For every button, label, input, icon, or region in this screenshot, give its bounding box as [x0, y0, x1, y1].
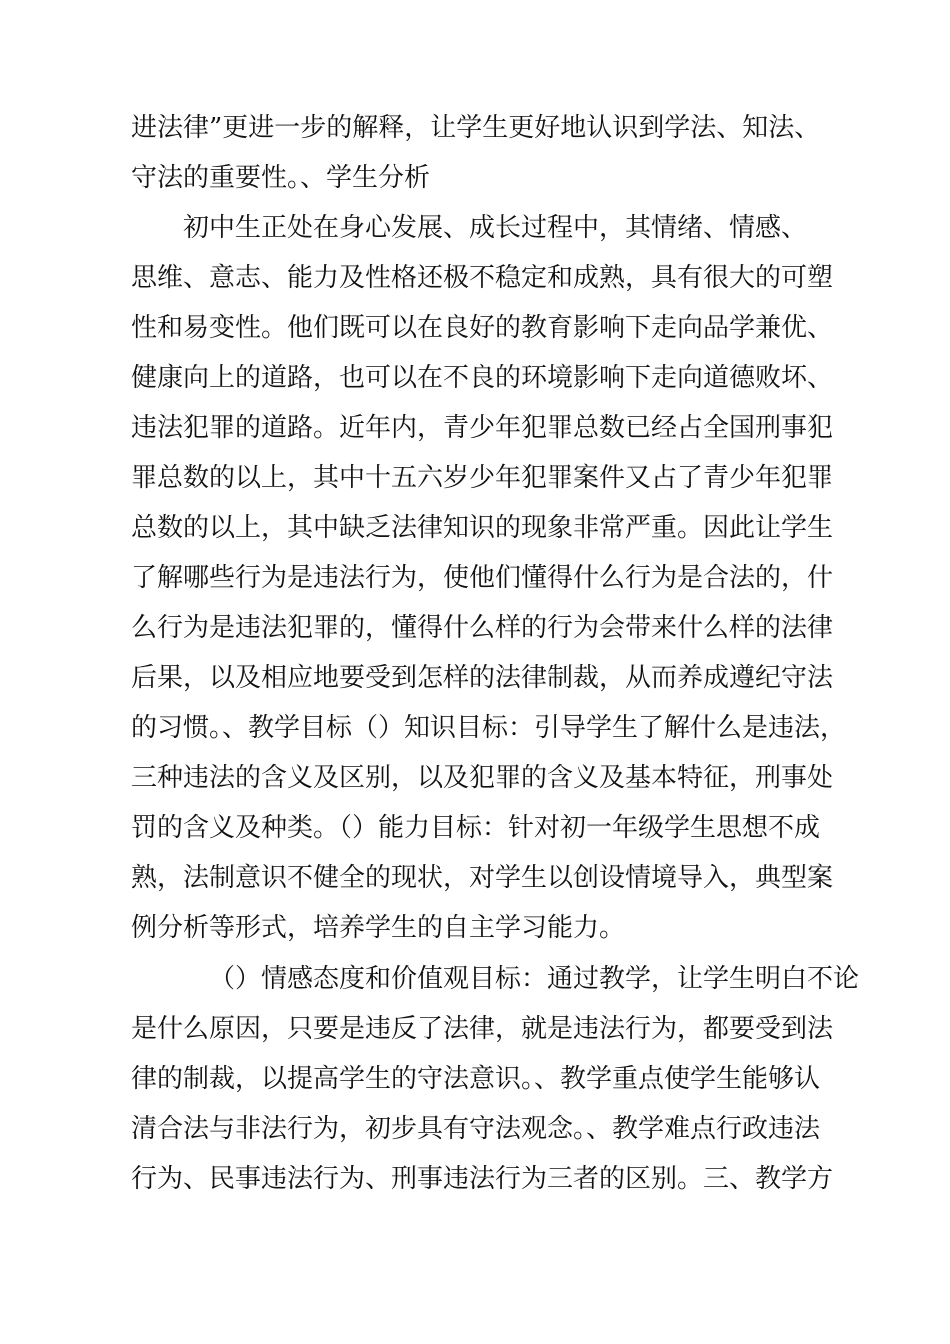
- text-line: 思维、意志、能力及性格还极不稳定和成熟，具有很大的可塑: [131, 263, 834, 293]
- text-line: 性和易变性。他们既可以在良好的教育影响下走向品学兼优、: [131, 313, 834, 343]
- text-line: 律的制裁，以提高学生的守法意识。、教学重点使学生能够认: [131, 1064, 821, 1094]
- text-line: 罚的含义及种类。（）能力目标：针对初一年级学生思想不成: [131, 813, 821, 843]
- text-line: 违法犯罪的道路。近年内，青少年犯罪总数已经占全国刑事犯: [131, 413, 834, 443]
- text-line: 行为、民事违法行为、刑事违法行为三者的区别。三、教学方: [131, 1164, 834, 1194]
- paragraph-start-line: （）情感态度和价值观目标：通过教学，让学生明白不论: [209, 964, 860, 994]
- text-line: 了解哪些行为是违法行为，使他们懂得什么行为是合法的，什: [131, 563, 834, 593]
- paragraph-start-line: 初中生正处在身心发展、成长过程中，其情绪、情感、: [183, 213, 808, 243]
- text-line: 清合法与非法行为，初步具有守法观念。、教学难点行政违法: [131, 1114, 821, 1144]
- text-line: 熟，法制意识不健全的现状，对学生以创设情境导入，典型案: [131, 863, 834, 893]
- text-line: 是什么原因，只要是违反了法律，就是违法行为，都要受到法: [131, 1014, 834, 1044]
- text-line: 例分析等形式，培养学生的自主学习能力。: [131, 913, 626, 943]
- text-line: 总数的以上，其中缺乏法律知识的现象非常严重。因此让学生: [131, 513, 834, 543]
- text-line: 健康向上的道路，也可以在不良的环境影响下走向道德败坏、: [131, 363, 834, 393]
- text-line: 罪总数的以上，其中十五六岁少年犯罪案件又占了青少年犯罪: [131, 463, 834, 493]
- text-line: 后果，以及相应地要受到怎样的法律制裁，从而养成遵纪守法: [131, 663, 834, 693]
- text-line: 么行为是违法犯罪的，懂得什么样的行为会带来什么样的法律: [131, 613, 834, 643]
- text-line: 守法的重要性。、学生分析: [131, 163, 431, 193]
- text-line: 进法律”更进一步的解释，让学生更好地认识到学法、知法、: [131, 113, 821, 143]
- text-line: 三种违法的含义及区别，以及犯罪的含义及基本特征，刑事处: [131, 763, 834, 793]
- text-line: 的习惯。、教学目标（）知识目标：引导学生了解什么是违法，: [131, 713, 847, 743]
